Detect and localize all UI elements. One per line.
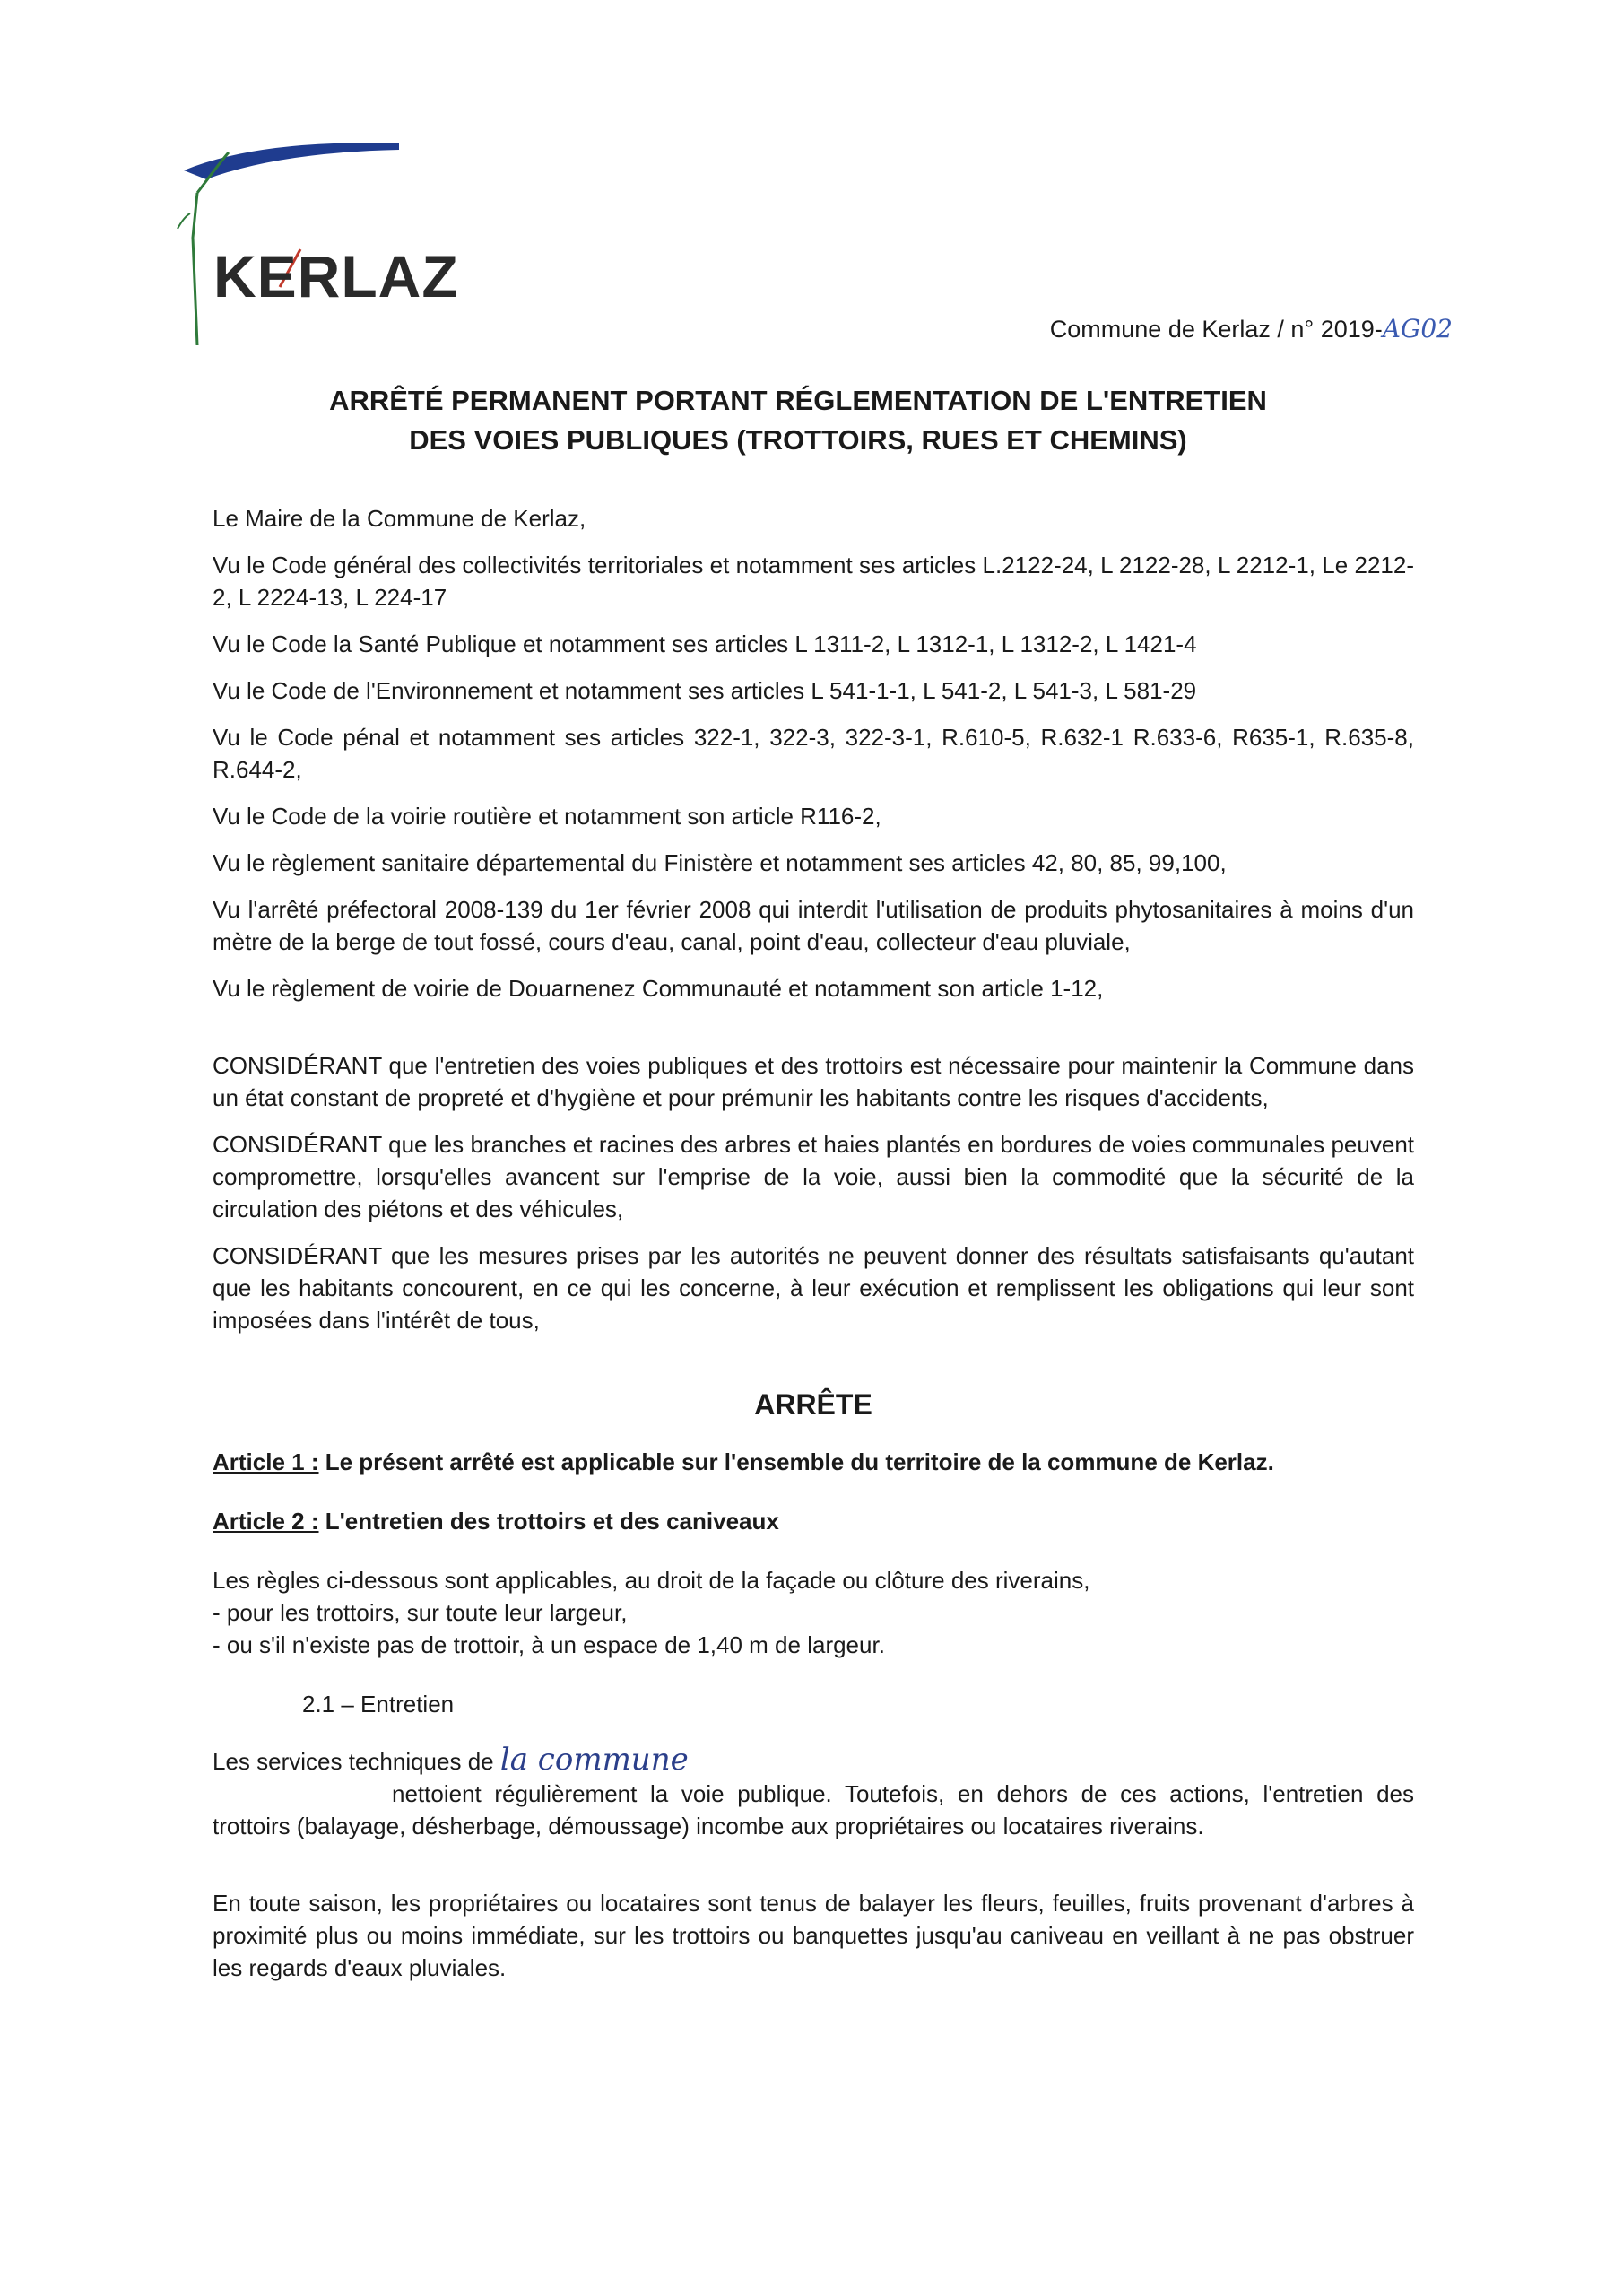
services-before: Les services techniques de xyxy=(213,1748,500,1775)
vu-paragraph: Vu le Code la Santé Publique et notamment ses articles L 1311-2, L 1312-1, L 1312-2, L 1421-4 xyxy=(213,631,1197,657)
saison-paragraph: En toute saison, les propriétaires ou locataires sont tenus de balayer les fleurs, feuilles, fruits provenant d'arbres à proximité plus ou moins immédiate, sur les trottoirs ou banquettes jusqu'au caniveau en veillant à ne pas obstruer les regards d'eaux pluviales. xyxy=(213,1890,1414,1981)
services-handwritten: la commune xyxy=(499,1742,689,1778)
vu-paragraph: Vu le Code général des collectivités territoriales et notamment ses articles L.2122-24, L 2122-28, L 2212-1, Le 2212-2, L 2224-13, L 224-17 xyxy=(213,552,1414,611)
article-2-label: Article 2 : xyxy=(213,1508,319,1535)
title-line-2: DES VOIES PUBLIQUES (TROTTOIRS, RUES ET CHEMINS) xyxy=(409,424,1187,456)
vu-paragraph: Vu le règlement sanitaire départemental du Finistère et notamment ses articles 42, 80, 85, 99,100, xyxy=(213,849,1227,876)
article-1-label: Article 1 : xyxy=(213,1448,319,1475)
considerant-paragraph: CONSIDÉRANT que l'entretien des voies publiques et des trottoirs est nécessaire pour maintenir la Commune dans un état constant de propreté et d'hygiène et pour prémunir les habitants contre les risques d'accidents, xyxy=(213,1052,1414,1111)
article-1-text: Le présent arrêté est applicable sur l'ensemble du territoire de la commune de Kerlaz. xyxy=(318,1448,1274,1475)
vu-paragraph: Vu l'arrêté préfectoral 2008-139 du 1er février 2008 qui interdit l'utilisation de produits phytosanitaires à moins d'un mètre de la berge de tout fossé, cours d'eau, canal, point d'eau, collecteur d'eau pluviale, xyxy=(213,896,1414,955)
rules-list xyxy=(213,1564,1414,1661)
article-1 xyxy=(213,1446,1414,1478)
intro-text: Le Maire de la Commune de Kerlaz, xyxy=(213,505,586,532)
vu-paragraph: Vu le Code de l'Environnement et notamment ses articles L 541-1-1, L 541-2, L 541-3, L 581-29 xyxy=(213,677,1197,704)
reference-number xyxy=(1050,314,1453,344)
vu-paragraph: Vu le Code de la voirie routière et notamment son article R116-2, xyxy=(213,803,881,830)
title-line-1: ARRÊTÉ PERMANENT PORTANT RÉGLEMENTATION DE L'ENTRETIEN xyxy=(329,385,1267,416)
reference-prefix: Commune de Kerlaz / n° 2019- xyxy=(1049,316,1383,343)
reference-handwritten: AG02 xyxy=(1382,314,1453,344)
kerlaz-logo xyxy=(143,144,459,359)
rule-line: - ou s'il n'existe pas de trottoir, à un espace de 1,40 m de largeur. xyxy=(213,1631,885,1658)
vu-paragraph: Vu le Code pénal et notamment ses articles 322-1, 322-3, 322-3-1, R.610-5, R.632-1 R.633-6, R635-1, R.635-8, R.644-2, xyxy=(213,724,1414,783)
document-body xyxy=(213,502,1414,1998)
article-2 xyxy=(213,1505,1414,1537)
considerant-paragraph: CONSIDÉRANT que les mesures prises par les autorités ne peuvent donner des résultats satisfaisants qu'autant que les habitants concourent, en ce qui les concerne, à leur exécution et remplissent les obligations qui leur sont imposées dans l'intérêt de tous, xyxy=(213,1242,1414,1334)
arrete-heading: ARRÊTE xyxy=(754,1388,872,1421)
section-2-1-heading: 2.1 – Entretien xyxy=(302,1691,455,1718)
rule-line: - pour les trottoirs, sur toute leur largeur, xyxy=(213,1599,628,1626)
considerant-paragraph: CONSIDÉRANT que les branches et racines des arbres et haies plantés en bordures de voies communales peuvent compromettre, lorsqu'elles avancent sur l'emprise de la voie, aussi bien la commodité que la sécurité de la circulation des piétons et des véhicules, xyxy=(213,1131,1414,1222)
services-after: nettoient régulièrement la voie publique. Toutefois, en dehors de ces actions, l'entretien des trottoirs (balayage, désherbage, démoussage) incombe aux propriétaires ou locataires riverains. xyxy=(213,1780,1414,1839)
article-2-text: L'entretien des trottoirs et des caniveaux xyxy=(318,1508,779,1535)
logo-text: KERLAZ xyxy=(213,243,459,309)
services-paragraph xyxy=(213,1744,1414,1842)
rule-line: Les règles ci-dessous sont applicables, au droit de la façade ou clôture des riverains, xyxy=(213,1567,1090,1594)
vu-paragraph: Vu le règlement de voirie de Douarnenez Communauté et notamment son article 1-12, xyxy=(213,975,1104,1002)
document-title xyxy=(179,381,1417,460)
